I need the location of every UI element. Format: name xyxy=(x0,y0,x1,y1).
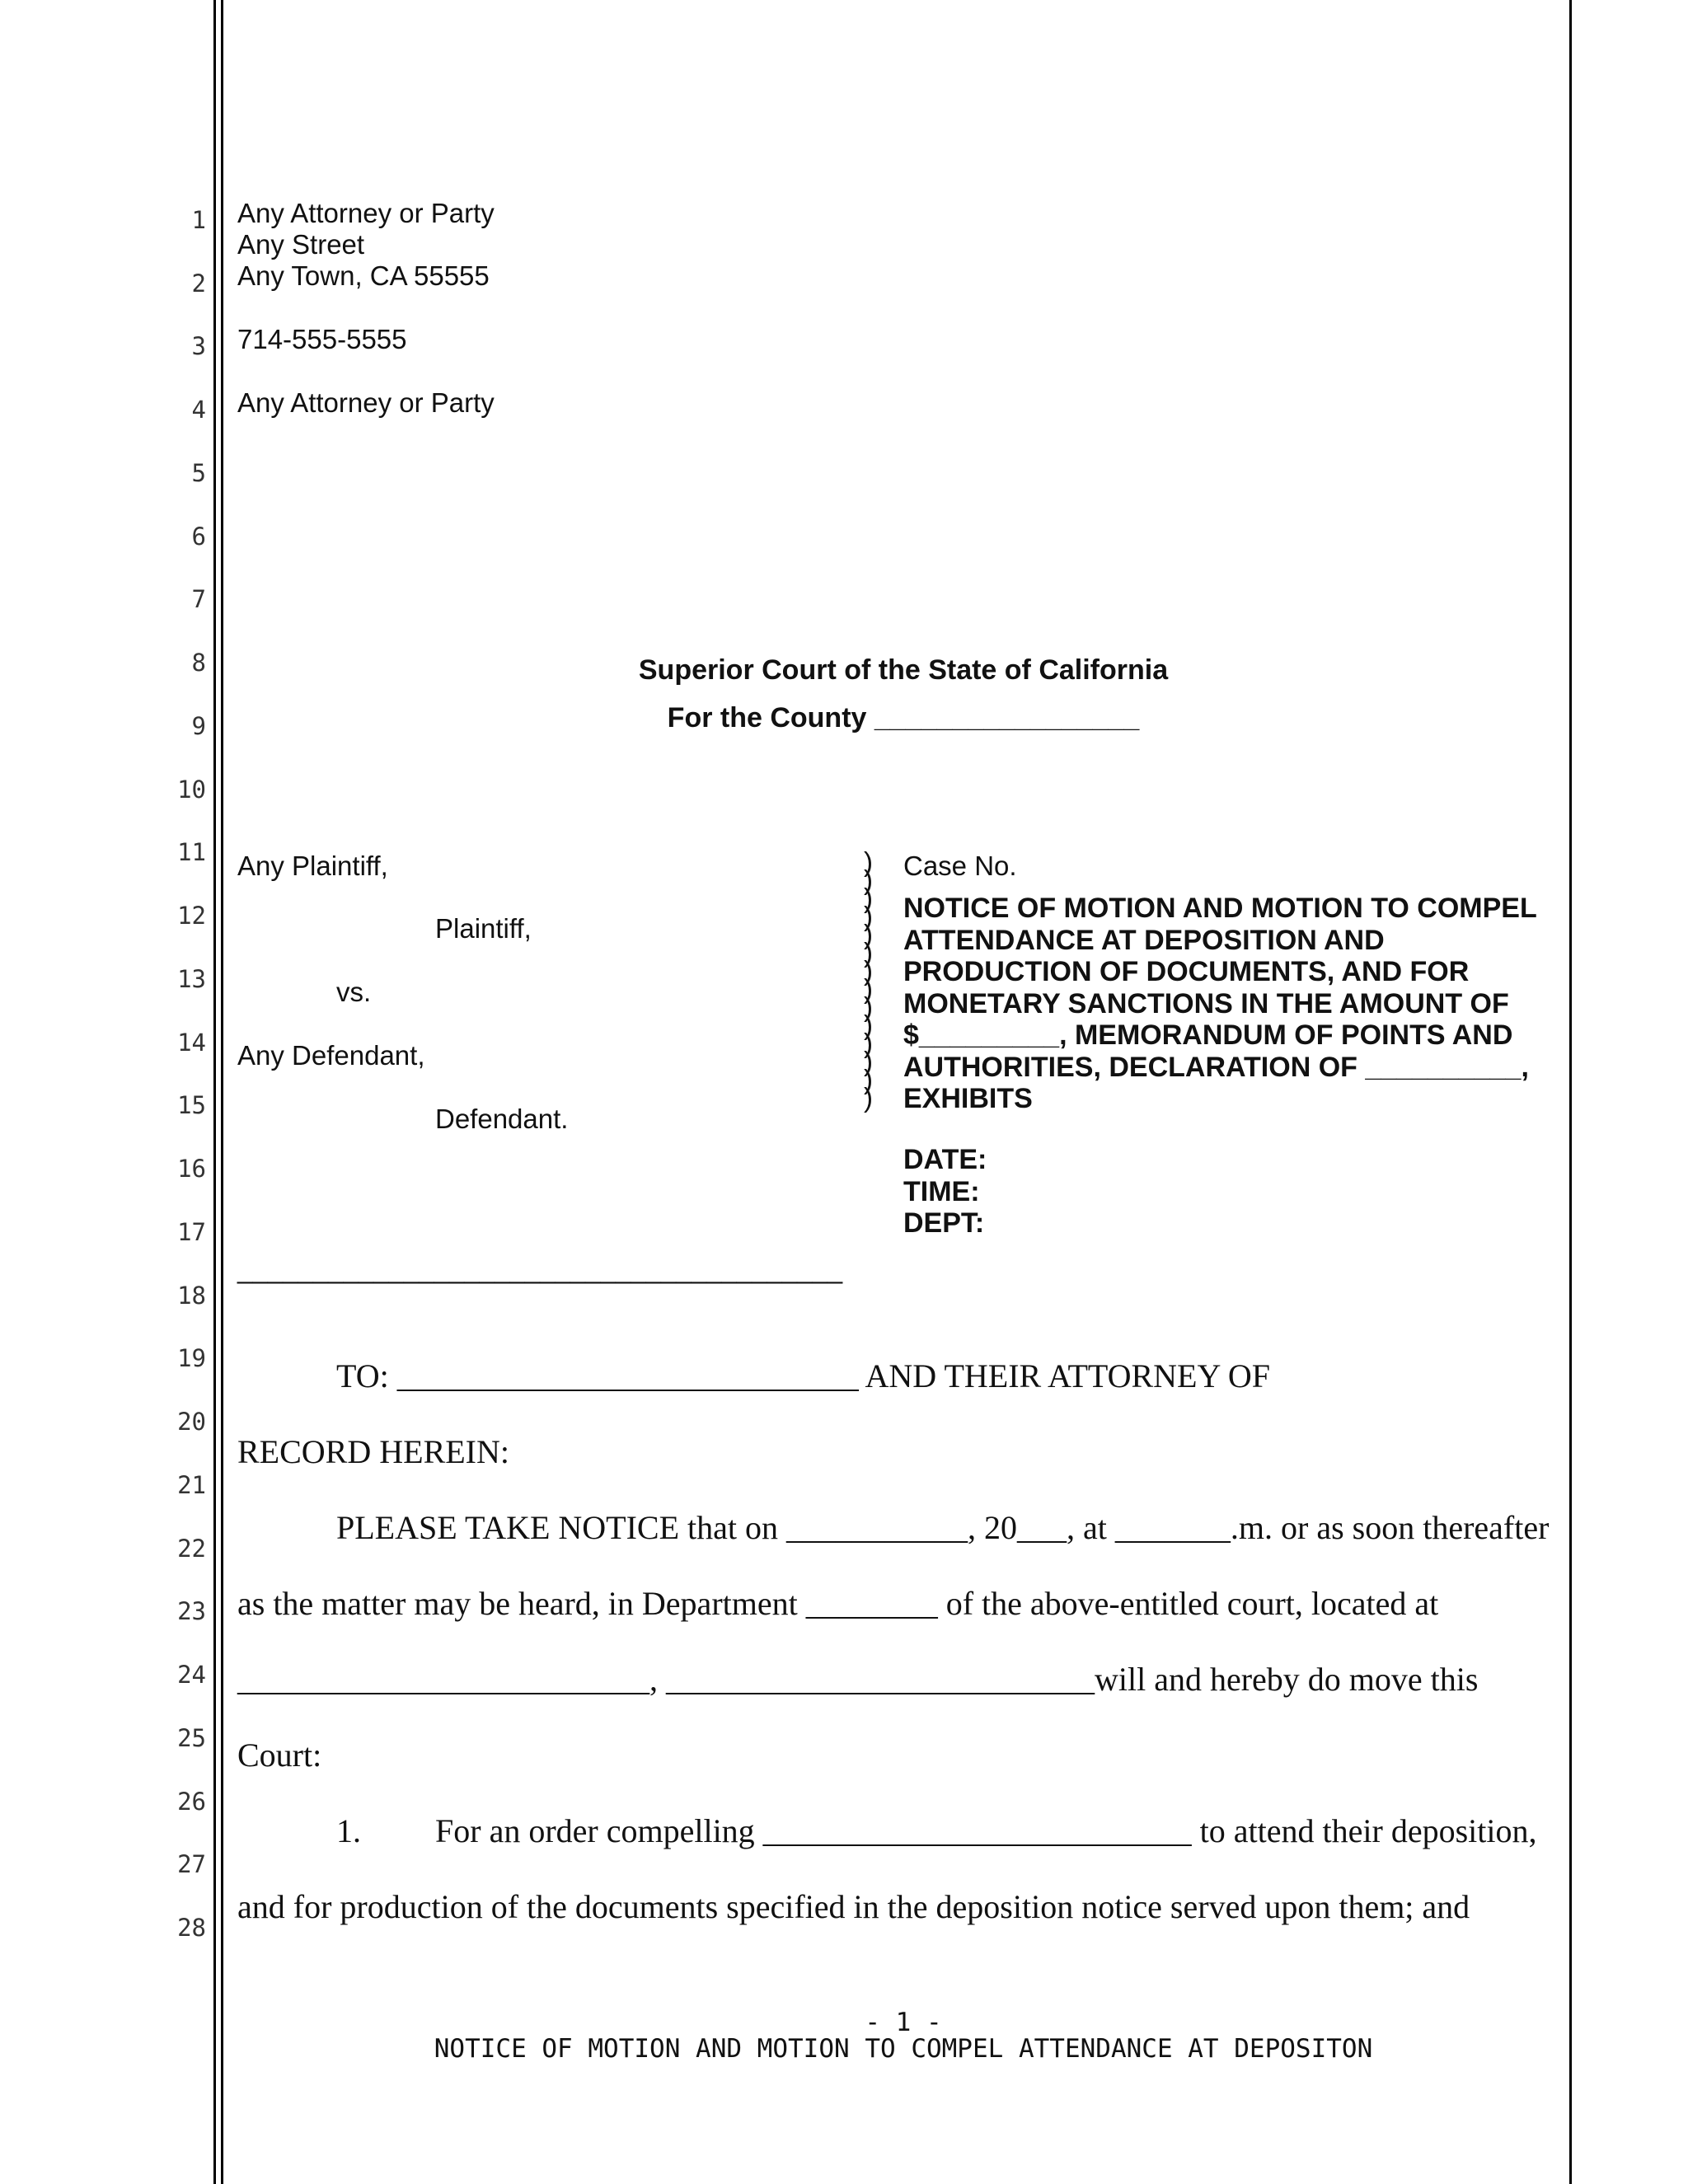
defendant-name: Any Defendant, xyxy=(237,1040,425,1071)
attorney-city: Any Town, CA 55555 xyxy=(237,260,490,291)
attorney-block xyxy=(237,198,495,292)
line-number: 7 xyxy=(191,585,206,613)
line-number: 5 xyxy=(191,459,206,487)
line-number: 2 xyxy=(191,269,206,298)
plaintiff-role: Plaintiff, xyxy=(435,913,532,944)
left-margin-rule-outer xyxy=(213,0,216,2184)
versus: vs. xyxy=(336,977,372,1007)
item-text: For an order compelling __________________________ to attend their deposition, xyxy=(435,1812,1537,1849)
document-title-line: EXHIBITS xyxy=(903,1083,1033,1114)
line-number: 4 xyxy=(191,396,206,424)
line-number: 23 xyxy=(177,1597,206,1625)
line-number: 26 xyxy=(177,1788,206,1816)
item-number: 1. xyxy=(336,1812,361,1849)
line-number: 1 xyxy=(191,206,206,234)
line-number: 3 xyxy=(191,332,206,360)
date-label: DATE: xyxy=(903,1144,987,1175)
line-number: 11 xyxy=(177,838,206,866)
court-line: Court: xyxy=(237,1736,322,1774)
court-name: Superior Court of the State of California xyxy=(638,654,1169,686)
production-line: and for production of the documents specified in the deposition notice served upon them; and xyxy=(237,1888,1470,1925)
document-title xyxy=(903,893,1537,1115)
line-number: 28 xyxy=(177,1914,206,1942)
line-number: 12 xyxy=(177,902,206,930)
department-line: as the matter may be heard, in Department ________ of the above-entitled court, located at xyxy=(237,1585,1439,1622)
record-line: RECORD HEREIN: xyxy=(237,1433,509,1470)
line-number: 8 xyxy=(191,649,206,677)
location-line: _________________________, __________________________will and hereby do move this xyxy=(237,1661,1479,1698)
attorney-street: Any Street xyxy=(237,229,365,260)
footer-title: NOTICE OF MOTION AND MOTION TO COMPEL ATTENDANCE AT DEPOSITON xyxy=(434,2034,1373,2064)
case-number-label: Case No. xyxy=(903,851,1017,881)
document-title-line: ATTENDANCE AT DEPOSITION AND xyxy=(903,924,1385,956)
defendant-role: Defendant. xyxy=(435,1104,569,1134)
line-number: 17 xyxy=(177,1218,206,1246)
line-number: 27 xyxy=(177,1850,206,1878)
page-number: - 1 - xyxy=(865,2008,942,2037)
attorney-for: Any Attorney or Party xyxy=(237,387,495,418)
plaintiff-name: Any Plaintiff, xyxy=(237,851,388,881)
left-margin-rule-inner xyxy=(221,0,223,2184)
document-title-line: AUTHORITIES, DECLARATION OF __________, xyxy=(903,1051,1529,1083)
document-title-line: NOTICE OF MOTION AND MOTION TO COMPEL xyxy=(903,893,1537,924)
line-number: 13 xyxy=(177,965,206,993)
attorney-name: Any Attorney or Party xyxy=(237,198,495,228)
line-number: 16 xyxy=(177,1155,206,1183)
line-number: 21 xyxy=(177,1471,206,1499)
hearing-details xyxy=(903,1144,987,1240)
document-title-line: PRODUCTION OF DOCUMENTS, AND FOR xyxy=(903,956,1470,987)
right-margin-rule xyxy=(1569,0,1572,2184)
line-number: 9 xyxy=(191,712,206,740)
line-number: 6 xyxy=(191,523,206,551)
caption-divider-parens: ) ) ) ) ) ) ) ) ) ) ) ) ) ) xyxy=(864,846,873,1113)
time-label: TIME: xyxy=(903,1175,980,1207)
line-number: 15 xyxy=(177,1091,206,1119)
court-county: For the County _________________ xyxy=(667,702,1140,733)
notice-line: PLEASE TAKE NOTICE that on ___________, 20___, at _______.m. or as soon thereafter xyxy=(336,1509,1550,1546)
line-number: 14 xyxy=(177,1029,206,1057)
dept-label: DEPT: xyxy=(903,1207,985,1239)
line-number: 10 xyxy=(177,776,206,804)
document-title-line: MONETARY SANCTIONS IN THE AMOUNT OF xyxy=(903,987,1509,1019)
line-number: 22 xyxy=(177,1535,206,1563)
document-title-line: $_________, MEMORANDUM OF POINTS AND xyxy=(903,1019,1513,1051)
attorney-phone: 714-555-5555 xyxy=(237,324,407,354)
line-number: 20 xyxy=(177,1408,206,1436)
line-number: 24 xyxy=(177,1661,206,1689)
line-number: 19 xyxy=(177,1344,206,1372)
caption-bottom-rule: ________________________________________ xyxy=(237,1254,843,1284)
line-number: 18 xyxy=(177,1282,206,1310)
line-number: 25 xyxy=(177,1724,206,1752)
to-line: TO: ____________________________ AND THEIR ATTORNEY OF xyxy=(336,1357,1271,1394)
